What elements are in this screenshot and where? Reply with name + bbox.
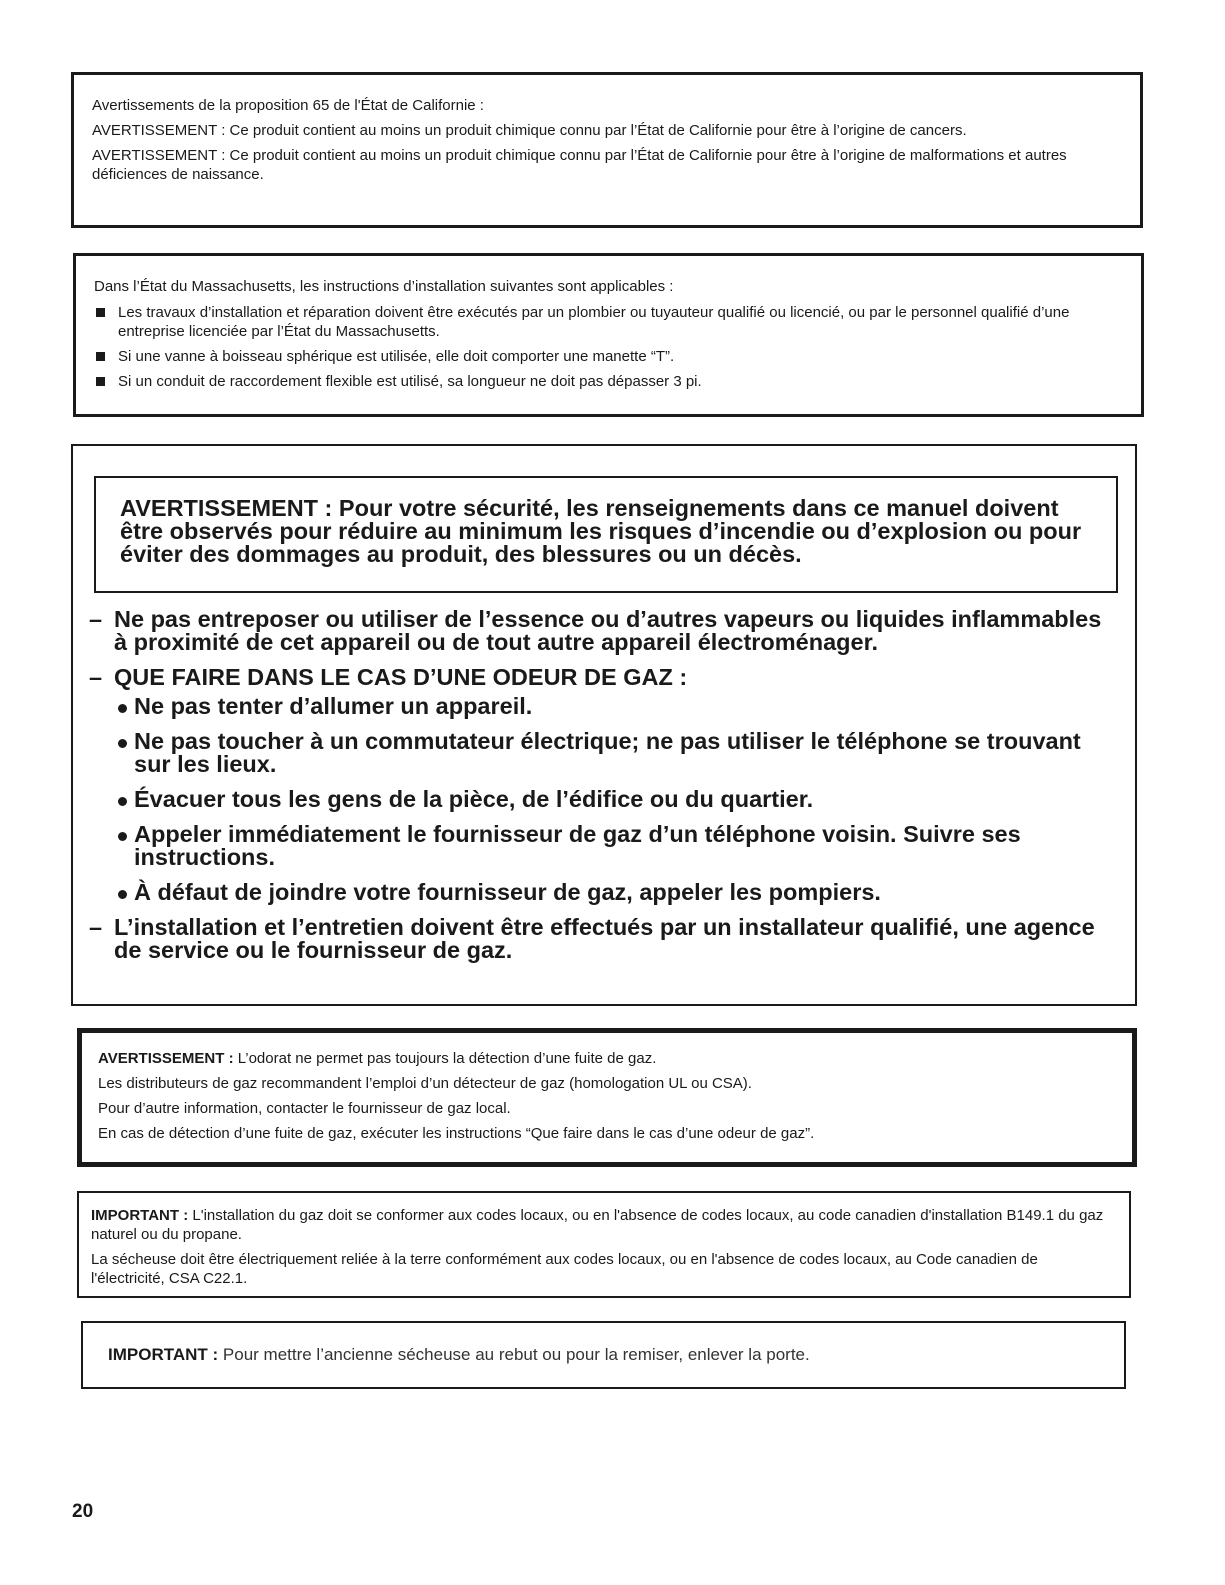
round-bullet-icon <box>118 832 127 841</box>
round-bullet-icon <box>118 704 127 713</box>
square-bullet-icon <box>96 377 105 386</box>
list-item <box>94 347 1121 366</box>
list-item <box>114 788 1119 811</box>
gas-leak-instructions: En cas de détection d’une fuite de gaz, exécuter les instructions “Que faire dans le cas d’une odeur de gaz”. <box>98 1125 815 1142</box>
safety-warning-box <box>71 444 1137 1006</box>
gas-odor-steps <box>114 695 1119 904</box>
california-warning-cancer: AVERTISSEMENT : Ce produit contient au moins un produit chimique connu par l’État de Californie pour être à l’origine de cancers. <box>92 122 967 139</box>
round-bullet-icon <box>118 797 127 806</box>
gas-odor-section <box>89 666 1119 904</box>
gas-detection-line <box>98 1049 1114 1068</box>
important-installation-box <box>77 1191 1131 1298</box>
list-item-text: Ne pas tenter d’allumer un appareil. <box>134 693 533 719</box>
storage-instruction <box>89 608 1119 654</box>
list-item-text: Si une vanne à boisseau sphérique est utilisée, elle doit comporter une manette “T”. <box>118 348 675 365</box>
massachusetts-box <box>73 253 1144 417</box>
list-item-text: Évacuer tous les gens de la pièce, de l’édifice ou du quartier. <box>134 786 814 812</box>
gas-odor-title: QUE FAIRE DANS LE CAS D’UNE ODEUR DE GAZ : <box>114 664 688 690</box>
list-item <box>114 823 1119 869</box>
list-item <box>114 695 1119 718</box>
square-bullet-icon <box>96 352 105 361</box>
gas-code-paragraph <box>91 1206 1111 1244</box>
list-item-text: Ne pas toucher à un commutateur électrique; ne pas utiliser le téléphone se trouvant sur les lieux. <box>134 728 1081 777</box>
installation-instruction-text: L’installation et l’entretien doivent être effectués par un installateur qualifié, une agence de service ou le fournisseur de gaz. <box>114 914 1095 963</box>
important-disposal-box <box>81 1321 1126 1389</box>
list-item <box>114 730 1119 776</box>
safety-warning-header: AVERTISSEMENT : Pour votre sécurité, les renseignements dans ce manuel doivent être observés pour réduire au minimum les risques d’incendie ou d’explosion ou pour éviter des dommages au produit, des blessures ou un décès. <box>94 476 1118 593</box>
important-label: IMPORTANT : <box>91 1207 189 1224</box>
grounding-paragraph: La sécheuse doit être électriquement reliée à la terre conformément aux codes locaux, ou en l'absence de codes locaux, au Code canadien de l'électricité, CSA C22.1. <box>91 1251 1038 1287</box>
list-item-text: Si un conduit de raccordement flexible est utilisé, sa longueur ne doit pas dépasser 3 pi. <box>118 373 702 390</box>
installation-instruction <box>89 916 1119 962</box>
gas-detector-recommendation: Les distributeurs de gaz recommandent l’emploi d’un détecteur de gaz (homologation UL ou CSA). <box>98 1075 752 1092</box>
california-heading: Avertissements de la proposition 65 de l'État de Californie : <box>92 97 484 114</box>
list-item <box>94 303 1121 341</box>
page-number: 20 <box>72 1501 94 1522</box>
gas-supplier-contact: Pour d’autre information, contacter le fournisseur de gaz local. <box>98 1100 511 1117</box>
list-item <box>94 372 1121 391</box>
california-warning-box <box>71 72 1143 228</box>
dash-bullet: – <box>89 914 103 940</box>
safety-instructions <box>89 608 1119 974</box>
important-label: IMPORTANT : <box>108 1345 219 1364</box>
square-bullet-icon <box>96 308 105 317</box>
list-item-text: Appeler immédiatement le fournisseur de gaz d’un téléphone voisin. Suivre ses instructions. <box>134 821 1021 870</box>
dash-bullet: – <box>89 664 103 690</box>
massachusetts-list <box>94 303 1121 391</box>
list-item <box>114 881 1119 904</box>
massachusetts-intro: Dans l’État du Massachusetts, les instructions d’installation suivantes sont applicables : <box>94 278 674 295</box>
disposal-text: Pour mettre l’ancienne sécheuse au rebut ou pour la remiser, enlever la porte. <box>218 1345 810 1364</box>
gas-code-text: L'installation du gaz doit se conformer aux codes locaux, ou en l'absence de codes locaux, au code canadien d'installation B149.1 du gaz naturel ou du propane. <box>91 1207 1104 1243</box>
california-warning-birth-defects: AVERTISSEMENT : Ce produit contient au moins un produit chimique connu par l’État de Californie pour être à l’origine de malformations et autres déficiences de naissance. <box>92 147 1067 183</box>
round-bullet-icon <box>118 890 127 899</box>
dash-bullet: – <box>89 606 103 632</box>
round-bullet-icon <box>118 739 127 748</box>
storage-instruction-text: Ne pas entreposer ou utiliser de l’essence ou d’autres vapeurs ou liquides inflammables à proximité de cet appareil ou de tout autre appareil électroménager. <box>114 606 1102 655</box>
list-item-text: Les travaux d’installation et réparation doivent être exécutés par un plombier ou tuyauteur qualifié ou licencié, ou par le personnel qualifié d’une entreprise licenciée par l’État du Massachusetts. <box>118 304 1070 340</box>
gas-detection-text: L’odorat ne permet pas toujours la détection d’une fuite de gaz. <box>233 1050 657 1067</box>
gas-detection-box <box>77 1028 1137 1167</box>
list-item-text: À défaut de joindre votre fournisseur de gaz, appeler les pompiers. <box>134 879 881 905</box>
warning-label: AVERTISSEMENT : <box>98 1050 234 1067</box>
